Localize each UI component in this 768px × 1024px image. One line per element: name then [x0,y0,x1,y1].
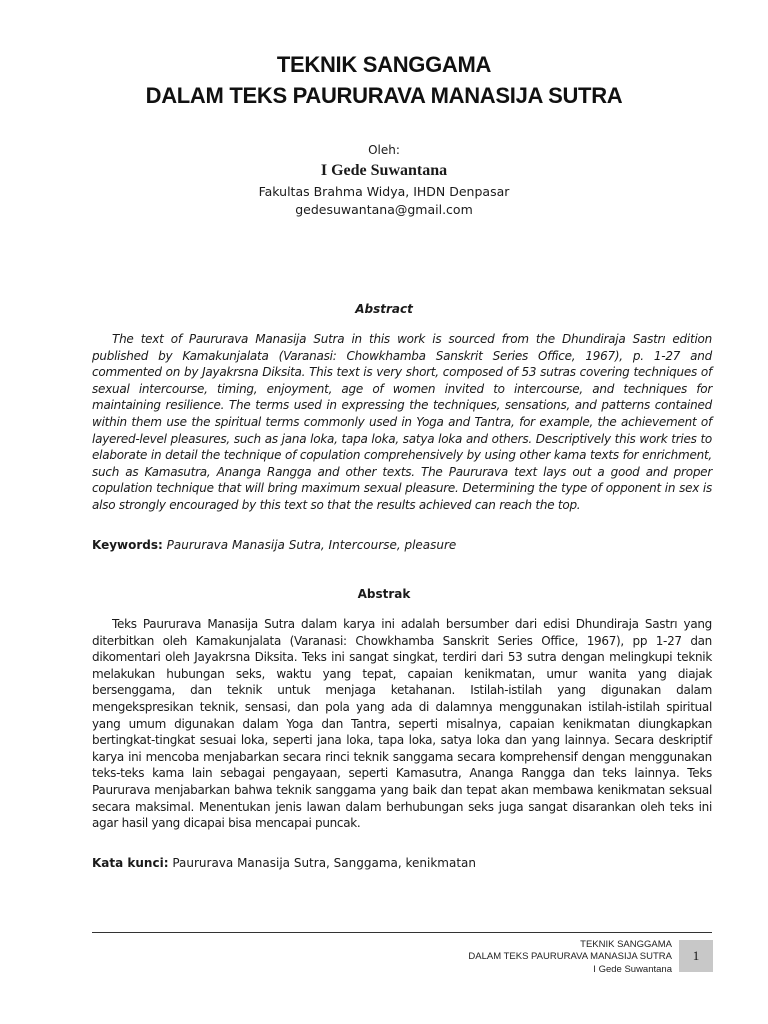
abstrak-keywords [92,856,712,870]
paper-title-line-1: TEKNIK SANGGAMA [276,52,492,77]
kata-kunci-label: Kata kunci: [92,856,169,870]
byline-oleh: Oleh: [368,143,400,157]
abstract-heading: Abstract [355,302,413,316]
footer-title-line-2: DALAM TEKS PAURURAVA MANASIJA SUTRA [468,951,672,962]
author-email: gedesuwantana@gmail.com [295,202,473,217]
abstrak-heading: Abstrak [357,587,411,601]
keywords-label: Keywords: [92,538,163,552]
footer-divider [92,932,712,933]
keywords-value: Paururava Manasija Sutra, Intercourse, pleasure [166,538,457,552]
abstract-text: The text of Paururava Manasija Sutra in this work is sourced from the Dhundiraja Sastrı edition published by Kamakunjalata (Varanasi: Chowkhamba Sanskrit Series Office, 1967), p. 1-27 and commented on by Jayakrsna Diksita. This text is very short, composed of 53 sutras covering techniques of sexual intercourse, timing, enjoyment, age of women invited to intercourse, and techniques for maintaining resilience. The terms used in expressing the techniques, sensations, and patterns contained within them use the spiritual terms commonly used in Yoga and Tantra, for example, the achievement of layered-level pleasures, such as jana loka, tapa loka, satya loka and others. Descriptively this work tries to elaborate in detail the technique of copulation comprehensively by using other kama texts for enrichment, such as Kamasutra, Ananga Rangga and other texts. The Paururava text lays out a good and proper copulation technique that will bring maximum sexual pleasure. Determining the type of opponent in sex is also strongly encouraged by this text so that the results achieved can reach the top. [92,332,712,512]
footer-author: I Gede Suwantana [593,964,672,975]
author-name: I Gede Suwantana [320,162,448,179]
author-affiliation: Fakultas Brahma Widya, IHDN Denpasar [258,184,510,199]
paper-title-line-2: DALAM TEKS PAURURAVA MANASIJA SUTRA [145,83,623,108]
abstrak-text: Teks Paururava Manasija Sutra dalam karya ini adalah bersumber dari edisi Dhundiraja Sastrı yang diterbitkan oleh Kamakunjalata (Varanasi: Chowkhamba Sanskrit Series Office, 1967), pp 1-27 dan dikomentari oleh Jayakrsna Diksita. Teks ini sangat singkat, terdiri dari 53 sutra dengan melingkupi teknik melakukan hubungan seks, waktu yang tepat, capaian kenikmatan, umur wanita yang diajak bersenggama, dan teknik untuk menjaga ketahanan. Istilah-istilah yang digunakan dalam mengekspresikan teknik, sensasi, dan pola yang ada di dalamnya menggunakan istilah-istilah spiritual yang umum digunakan dalam Yoga dan Tantra, seperti misalnya, capaian kenikmatan diungkapkan bertingkat-tingkat sesuai loka, seperti jana loka, tapa loka, satya loka dan yang lainnya. Secara deskriptif karya ini mencoba menjabarkan secara rinci teknik sanggama secara komprehensif dengan menggunakan teks-teks kama lain sebagai pengayaan, seperti Kamasutra, Ananga Rangga dan teks lainnya. Teks Paururava menjabarkan bahwa teknik sanggama yang baik dan tepat akan membawa kenikmatan seksual secara maksimal. Menentukan jenis lawan dalam berhubungan seks juga sangat disarankan oleh teks ini agar hasil yang dicapai bisa mencapai puncak. [92,617,712,831]
abstract-keywords [92,538,712,552]
kata-kunci-value: Paururava Manasija Sutra, Sanggama, kenikmatan [172,856,477,870]
page-number: 1 [679,940,713,972]
footer-title-line-1: TEKNIK SANGGAMA [580,939,672,950]
